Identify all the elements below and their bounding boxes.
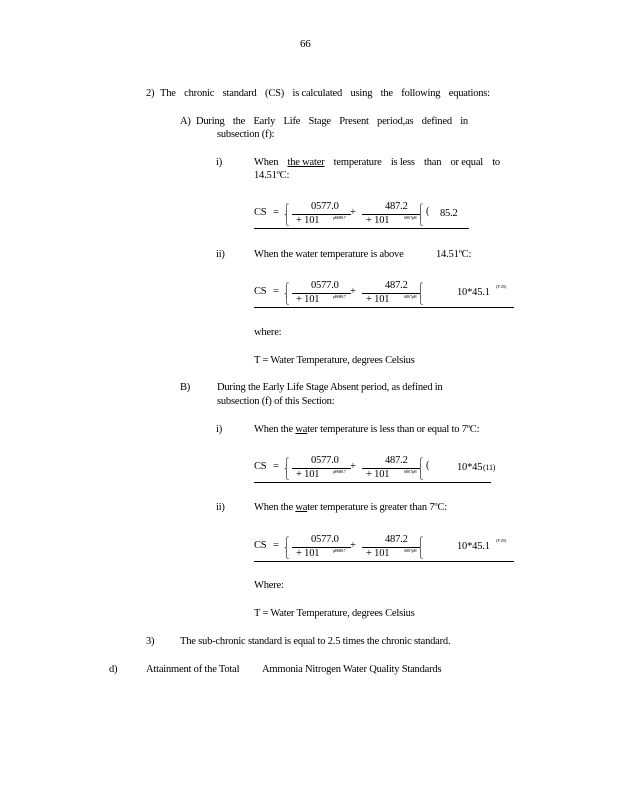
equals-sign: = xyxy=(273,540,279,551)
item-A-word: Stage xyxy=(308,116,331,127)
item-A-label: A) xyxy=(180,116,191,127)
item-d-text-2: Ammonia Nitrogen Water Quality Standards xyxy=(262,664,442,675)
denominator-2: + 101 xyxy=(366,294,390,305)
item-A-word: the xyxy=(232,116,246,127)
item-B-ii-text: When the water temperature is greater than 7ºC: xyxy=(254,502,447,513)
left-bracket: ⎧ ⎨ ⎩ xyxy=(284,458,290,480)
item-A-word: Life xyxy=(283,116,301,127)
item-2-word: using xyxy=(350,88,373,99)
open-parenthesis: ( xyxy=(426,206,430,217)
equals-sign: = xyxy=(273,461,279,472)
denominator-2: + 101 xyxy=(366,215,390,226)
item-2-word: (CS) xyxy=(265,88,285,99)
equation-rule xyxy=(254,307,514,308)
exponent-1: pH688.7 xyxy=(333,548,346,553)
numerator-1: 0577.0 xyxy=(311,280,339,291)
denominator-1: + 101 xyxy=(296,548,320,559)
where-label-B: Where: xyxy=(254,580,284,591)
numerator-1: 0577.0 xyxy=(311,534,339,545)
item-B-i-text: When the water temperature is less than or equal to 7ºC: xyxy=(254,424,480,435)
item-A-line1 xyxy=(196,116,468,127)
denominator-1: + 101 xyxy=(296,469,320,480)
plus-sign: + xyxy=(350,461,356,472)
plus-sign: + xyxy=(350,207,356,218)
item-A-word: in xyxy=(460,116,468,127)
item-B-label: B) xyxy=(180,382,191,393)
item-A-word: During xyxy=(196,116,225,127)
denominator-1: + 101 xyxy=(296,215,320,226)
exponent-1: pH688.7 xyxy=(333,294,346,299)
tail-exponent: (T-25) xyxy=(496,538,507,543)
left-bracket: ⎧ ⎨ ⎩ xyxy=(284,283,290,305)
left-bracket: ⎧ ⎨ ⎩ xyxy=(284,204,290,226)
item-2-text xyxy=(160,88,490,99)
exponent-1: pH688.7 xyxy=(333,469,346,474)
item-d-label: d) xyxy=(109,664,118,675)
equation-B-i xyxy=(254,455,496,485)
cs-symbol: CS xyxy=(254,540,267,551)
item-B-ii-label: ii) xyxy=(216,502,225,513)
item-A-i-label: i) xyxy=(216,157,223,168)
item-B-i-label: i) xyxy=(216,424,223,435)
item-2-word: standard xyxy=(222,88,257,99)
tail-exponent: (T-25) xyxy=(496,284,507,289)
tail-factor: 10*45 xyxy=(457,462,483,473)
numerator-1: 0577.0 xyxy=(311,201,339,212)
denominator-1: + 101 xyxy=(296,294,320,305)
item-B-line2: subsection (f) of this Section: xyxy=(217,396,335,407)
item-3-text: The sub-chronic standard is equal to 2.5 times the chronic standard. xyxy=(180,636,451,647)
page-number: 66 xyxy=(300,38,311,50)
item-d-text-1: Attainment of the Total xyxy=(146,664,240,675)
item-B-line1: During the Early Life Stage Absent period, as defined in xyxy=(217,382,443,393)
denominator-2: + 101 xyxy=(366,548,390,559)
item-2-word: chronic xyxy=(184,88,215,99)
equation-A-ii xyxy=(254,280,514,310)
equation-rule xyxy=(254,228,469,229)
numerator-2: 487.2 xyxy=(385,201,408,212)
equals-sign: = xyxy=(273,207,279,218)
item-A-ii-temp: 14.51ºC: xyxy=(436,249,472,260)
numerator-2: 487.2 xyxy=(385,534,408,545)
item-2-word: following xyxy=(401,88,441,99)
item-2-word: is calculated xyxy=(292,88,343,99)
cs-symbol: CS xyxy=(254,207,267,218)
right-bracket: ⎧ ⎨ ⎩ xyxy=(418,283,424,305)
where-label-A: where: xyxy=(254,327,282,338)
item-2-label: 2) xyxy=(146,88,155,99)
item-3-label: 3) xyxy=(146,636,155,647)
item-A-i-word: to xyxy=(492,157,500,168)
item-A-i-line2: 14.51ºC: xyxy=(254,170,290,181)
equation-rule xyxy=(254,561,514,562)
numerator-2: 487.2 xyxy=(385,455,408,466)
right-bracket: ⎧ ⎨ ⎩ xyxy=(418,458,424,480)
tail-factor: 10*45.1 xyxy=(457,287,490,298)
temperature-definition-A: T = Water Temperature, degrees Celsius xyxy=(254,355,415,366)
item-A-ii-label: ii) xyxy=(216,249,225,260)
equation-B-ii xyxy=(254,534,514,564)
item-A-i-word: When xyxy=(254,157,279,168)
cs-symbol: CS xyxy=(254,286,267,297)
numerator-2: 487.2 xyxy=(385,280,408,291)
item-A-i-line1 xyxy=(254,157,500,168)
item-A-word: Present xyxy=(339,116,369,127)
plus-sign: + xyxy=(350,286,356,297)
open-parenthesis: ( xyxy=(426,460,430,471)
equals-sign: = xyxy=(273,286,279,297)
denominator-2: + 101 xyxy=(366,469,390,480)
item-A-i-word: temperature xyxy=(333,157,382,168)
item-2-word: the xyxy=(380,88,393,99)
left-bracket: ⎧ ⎨ ⎩ xyxy=(284,537,290,559)
exponent-2: 688.7pH xyxy=(404,469,417,474)
item-A-ii-text: When the water temperature is above xyxy=(254,249,404,260)
item-A-word: Early xyxy=(253,116,276,127)
temperature-definition-B: T = Water Temperature, degrees Celsius xyxy=(254,608,415,619)
item-A-word: period,as xyxy=(377,116,414,127)
tail-factor: 85.2 xyxy=(440,208,458,219)
item-2-word: equations: xyxy=(448,88,490,99)
right-bracket: ⎧ ⎨ ⎩ xyxy=(418,537,424,559)
exponent-2: 688.7pH xyxy=(404,294,417,299)
item-A-line2: subsection (f): xyxy=(217,129,275,140)
numerator-1: 0577.0 xyxy=(311,455,339,466)
item-A-i-word: than xyxy=(424,157,442,168)
exponent-1: pH688.7 xyxy=(333,215,346,220)
item-A-i-word: is less xyxy=(390,157,415,168)
tail-exponent: (11) xyxy=(483,463,496,472)
tail-factor: 10*45.1 xyxy=(457,541,490,552)
equation-A-i xyxy=(254,201,469,231)
item-2-word: The xyxy=(160,88,176,99)
item-A-i-word: the water xyxy=(287,157,325,168)
exponent-2: 688.7pH xyxy=(404,548,417,553)
exponent-2: 688.7pH xyxy=(404,215,417,220)
right-bracket: ⎧ ⎨ ⎩ xyxy=(418,204,424,226)
item-A-i-word: or equal xyxy=(450,157,483,168)
equation-rule xyxy=(254,482,491,483)
item-A-word: defined xyxy=(421,116,452,127)
cs-symbol: CS xyxy=(254,461,267,472)
plus-sign: + xyxy=(350,540,356,551)
